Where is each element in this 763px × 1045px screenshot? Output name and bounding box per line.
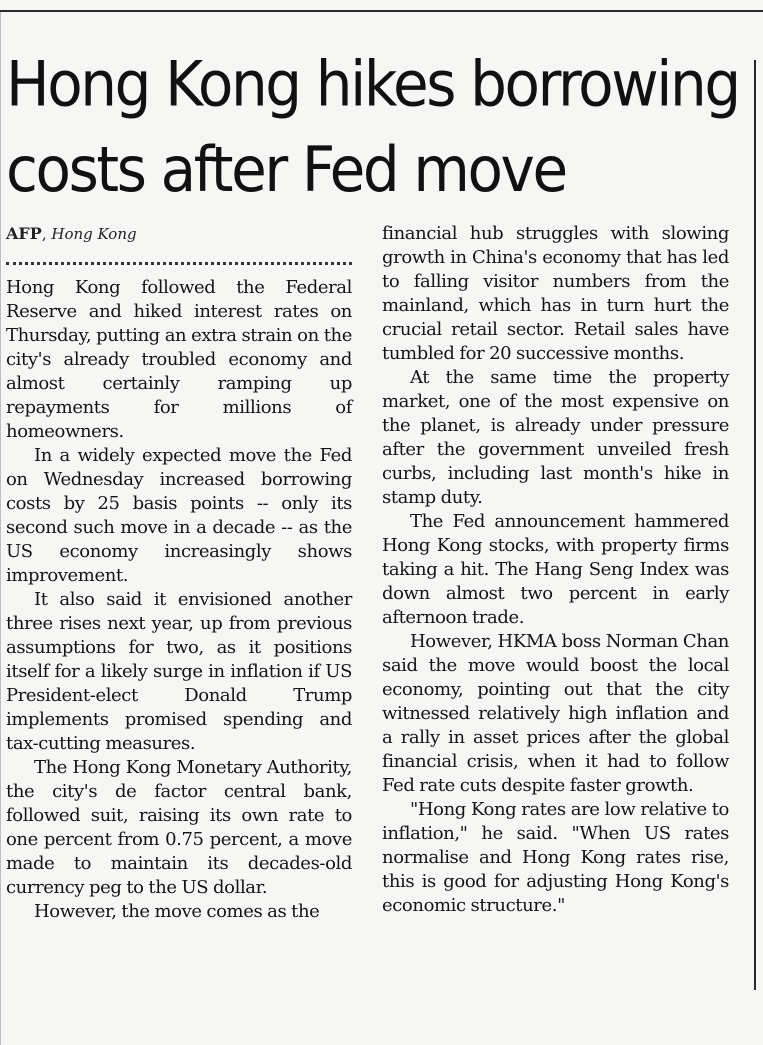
paragraph: It also said it envisioned another three rises next year, up from previous assumptions for two, as it positions itself for a likely surge in inflation if US President-elect Donald Trump implements promised spending and tax-cutting measures.: [6, 589, 352, 754]
paragraph: In a widely expected move the Fed on Wednesday increased borrowing costs by 25 basis points -- only its second such move in a decade -- as the US economy increasingly shows improvement.: [6, 445, 352, 586]
paragraph: However, the move comes as the: [34, 901, 320, 922]
right-column-rule: [754, 60, 756, 990]
byline-location: Hong Kong: [51, 225, 137, 243]
byline-separator: ,: [41, 225, 52, 243]
dotted-separator: [6, 262, 352, 265]
paragraph: financial hub struggles with slowing growth in China's economy that has led to falling visitor numbers from the mainland, which has in turn hurt the crucial retail sector. Retail sales have tumbled for 20 successive months.: [382, 223, 729, 364]
paragraph: However, HKMA boss Norman Chan said the move would boost the local economy, pointing out that the city witnessed relatively high inflation and a rally in asset prices after the global financial crisis, when it had to follow Fed rate cuts despite faster growth.: [382, 631, 729, 796]
paragraph: At the same time the property market, one of the most expensive on the planet, is already under pressure after the government unveiled fresh curbs, including last month's hike in stamp duty.: [382, 367, 729, 508]
byline-agency: AFP: [6, 224, 42, 243]
paragraph: Hong Kong followed the Federal Reserve and hiked interest rates on Thursday, putting an extra strain on the city's already troubled economy and almost certainly ramping up repayments for millions of homeowners.: [6, 277, 352, 442]
left-page-edge: [0, 12, 1, 1045]
byline: [6, 224, 137, 243]
paragraph: "Hong Kong rates are low relative to inflation," he said. "When US rates normalise and Hong Kong rates rise, this is good for adjusting Hong Kong's economic structure.": [382, 799, 729, 916]
top-rule: [0, 10, 763, 12]
paragraph: The Fed announcement hammered Hong Kong stocks, with property firms taking a hit. The Hang Seng Index was down almost two percent in early afternoon trade.: [382, 511, 729, 628]
article-column-2: [382, 222, 729, 918]
headline: Hong Kong hikes borrowing costs after Fed move: [6, 47, 739, 207]
article-column-1: [6, 276, 352, 924]
paragraph: The Hong Kong Monetary Authority, the city's de factor central bank, followed suit, raising its own rate to one percent from 0.75 percent, a move made to maintain its decades-old currency peg to the US dollar.: [6, 757, 352, 898]
